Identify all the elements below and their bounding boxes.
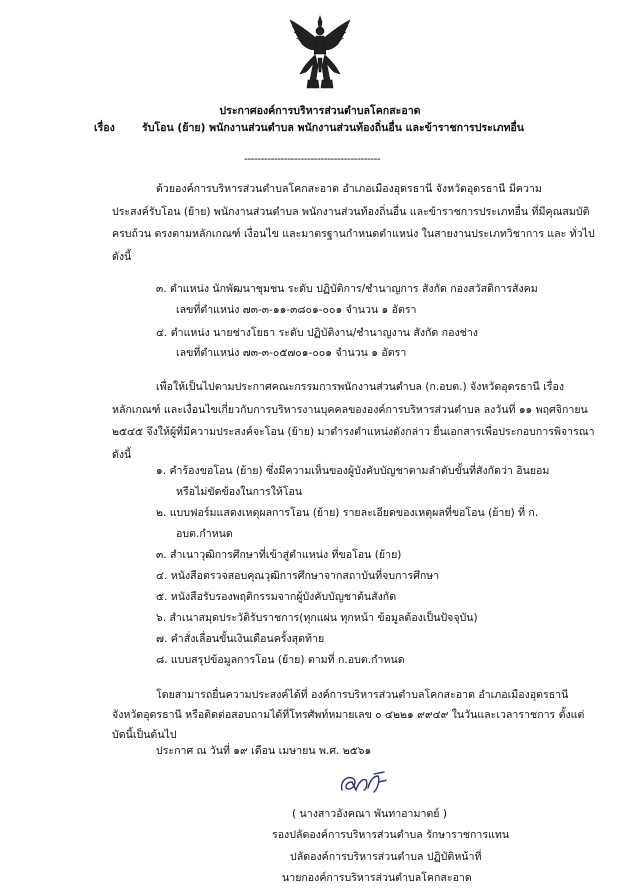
subject-text: รับโอน (ย้าย) พนักงานส่วนตำบล พนักงานส่วนท้องถิ่นอื่น และข้าราชการประเภทอื่น	[142, 122, 525, 134]
document-item-4: ๔. หนังสือตรวจสอบคุณวุฒิการศึกษาจากสถาบันที่จบการศึกษา	[156, 570, 440, 582]
basis-line-4: ดังนี้	[112, 449, 132, 461]
document-item-8: ๘. แบบสรุปข้อมูลการโอน (ย้าย) ตามที่ ก.อบต.กำหนด	[156, 654, 405, 666]
signatory-name: ( นางสาวอังคณา พันทาอามาตย์ )	[292, 808, 447, 820]
document-item-2: ๒. แบบฟอร์มแสดงเหตุผลการโอน (ย้าย) รายละเอียดของเหตุผลที่ขอโอน (ย้าย) ที่ ก.	[156, 507, 539, 519]
document-title: ประกาศองค์การบริหารส่วนตำบลโคกสะอาด	[219, 105, 421, 117]
subject-label: เรื่อง	[94, 122, 115, 134]
garuda-emblem-icon	[288, 14, 352, 92]
position-3-line-1: ๓. ตำแหน่ง นักพัฒนาชุมชน ระดับ ปฏิบัติการ/ชำนาญการ สังกัด กองสวัสดิการสังคม	[156, 283, 538, 295]
signatory-role-3: นายกองค์การบริหารส่วนตำบลโคกสะอาด	[282, 872, 472, 884]
basis-line-2: หลักเกณฑ์ และเงื่อนไขเกี่ยวกับการบริหารงานบุคคลขององค์การบริหารส่วนตำบล ลงวันที่ ๑๑ พฤศจิกายน	[112, 404, 588, 416]
closing-line-2: จังหวัดอุดรธานี หรือติดต่อสอบถามได้ที่โทรศัพท์หมายเลข ๐ ๔๒๒๑ ๙๙๔๙ ในวันและเวลาราชการ ตั้งแต่	[112, 709, 585, 721]
handwritten-signature	[338, 770, 388, 796]
signatory-role-1: รองปลัดองค์การบริหารส่วนตำบล รักษาราชการแทน	[272, 829, 510, 841]
document-item-7: ๗. คำสั่งเลื่อนขั้นเงินเดือนครั้งสุดท้าย	[156, 633, 325, 645]
position-3-line-2: เลขที่ตำแหน่ง ๗๓-๓-๑๑-๓๘๐๑-๐๐๑ จำนวน ๑ อัตรา	[176, 304, 417, 316]
closing-line-1: โดยสามารถยื่นความประสงค์ได้ที่ องค์การบริหารส่วนตำบลโคกสะอาด อำเภอเมืองอุดรธานี	[156, 689, 569, 701]
document-item-1-cont: หรือไม่ขัดข้องในการให้โอน	[176, 486, 303, 498]
intro-line-1: ด้วยองค์การบริหารส่วนตำบลโคกสะอาด อำเภอเมืองอุดรธานี จังหวัดอุดรธานี มีความ	[156, 183, 542, 195]
basis-line-1: เพื่อให้เป็นไปตามประกาศคณะกรรมการพนักงานส่วนตำบล (ก.อบต.) จังหวัดอุดรธานี เรื่อง	[156, 381, 565, 393]
signatory-role-2: ปลัดองค์การบริหารส่วนตำบล ปฏิบัติหน้าที่	[290, 851, 482, 863]
position-4-line-1: ๔. ตำแหน่ง นายช่างโยธา ระดับ ปฏิบัติงาน/ชำนาญงาน สังกัด กองช่าง	[156, 327, 478, 339]
intro-line-3: ครบถ้วน ตรงตามหลักเกณฑ์ เงื่อนไข และมาตรฐานกำหนดตำแหน่ง ในสายงานประเภทวิชาการ และ ทั่วไป	[112, 228, 595, 240]
intro-line-4: ดังนี้	[112, 251, 132, 263]
document-item-6: ๖. สำเนาสมุดประวัติรับราชการ(ทุกแผ่น ทุกหน้า ข้อมูลต้องเป็นปัจจุบัน)	[156, 612, 478, 624]
basis-line-3: ๒๕๔๕ จึงให้ผู้ที่มีความประสงค์จะโอน (ย้าย) มาดำรงตำแหน่งดังกล่าว ยื่นเอกสารเพื่อประกอบการพิจารณา	[112, 426, 595, 438]
closing-line-3: บัดนี้เป็นต้นไป	[112, 729, 177, 741]
document-item-5: ๕. หนังสือรับรองพฤติกรรมจากผู้บังคับบัญชาต้นสังกัด	[156, 591, 397, 603]
intro-line-2: ประสงค์รับโอน (ย้าย) พนักงานส่วนตำบล พนักงานส่วนท้องถิ่นอื่น และข้าราชการประเภทอื่น ที่มีคุณสมบัติ	[112, 206, 590, 218]
position-4-line-2: เลขที่ตำแหน่ง ๗๓-๓-๐๕๗๐๑-๐๐๑ จำนวน ๑ อัตรา	[176, 347, 407, 359]
announcement-date: ประกาศ ณ วันที่ ๑๙ เดือน เมษายน พ.ศ. ๒๕๖๑	[156, 745, 372, 757]
document-item-1: ๑. คำร้องขอโอน (ย้าย) ซึ่งมีความเห็นของผู้บังคับบัญชาตามลำดับขั้นที่สังกัดว่า อินยอม	[156, 465, 550, 477]
document-item-2-cont: อบต.กำหนด	[176, 528, 233, 540]
document-item-3: ๓. สำเนาวุฒิการศึกษาที่เข้าสู่ตำแหน่ง ที่ขอโอน (ย้าย)	[156, 549, 402, 561]
title-rule: -----------------------------------------	[244, 153, 381, 165]
